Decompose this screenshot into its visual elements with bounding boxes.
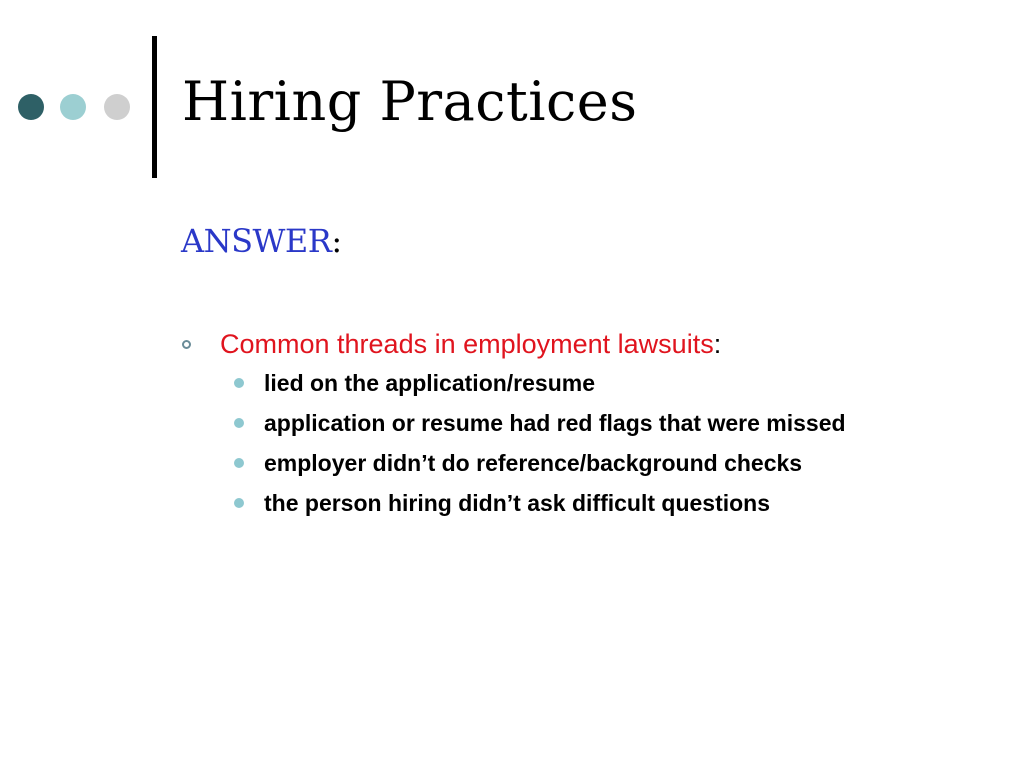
bullet-text: Common threads in employment lawsuits: [220, 329, 714, 359]
sub-bullet-text: the person hiring didn’t ask difficult questions: [264, 490, 771, 516]
title-divider-bar: [152, 36, 157, 178]
dot-bullet-icon: [234, 418, 244, 428]
dot-bullet-icon: [234, 458, 244, 468]
answer-heading: [181, 222, 342, 260]
hollow-circle-bullet-icon: [182, 340, 191, 349]
decorative-dots: [0, 0, 140, 200]
bullet-item-common-threads: [182, 326, 982, 362]
sub-bullet-item: [182, 446, 904, 481]
answer-colon: :: [331, 222, 343, 260]
sub-bullet-list: [182, 366, 982, 521]
sub-bullet-item: [182, 486, 904, 521]
bullet-list: [182, 326, 982, 526]
sub-bullet-text: employer didn’t do reference/background checks: [264, 450, 803, 476]
answer-label: ANSWER: [181, 222, 332, 260]
sub-bullet-item: [182, 406, 904, 441]
bullet-colon: :: [713, 329, 722, 359]
dark-teal-dot-icon: [18, 94, 44, 120]
sub-bullet-text: application or resume had red flags that were missed: [264, 410, 846, 436]
slide-title: Hiring Practices: [182, 70, 638, 133]
dot-bullet-icon: [234, 378, 244, 388]
sub-bullet-item: [182, 366, 904, 401]
dot-bullet-icon: [234, 498, 244, 508]
sub-bullet-text: lied on the application/resume: [264, 370, 596, 396]
gray-dot-icon: [104, 94, 130, 120]
light-teal-dot-icon: [60, 94, 86, 120]
